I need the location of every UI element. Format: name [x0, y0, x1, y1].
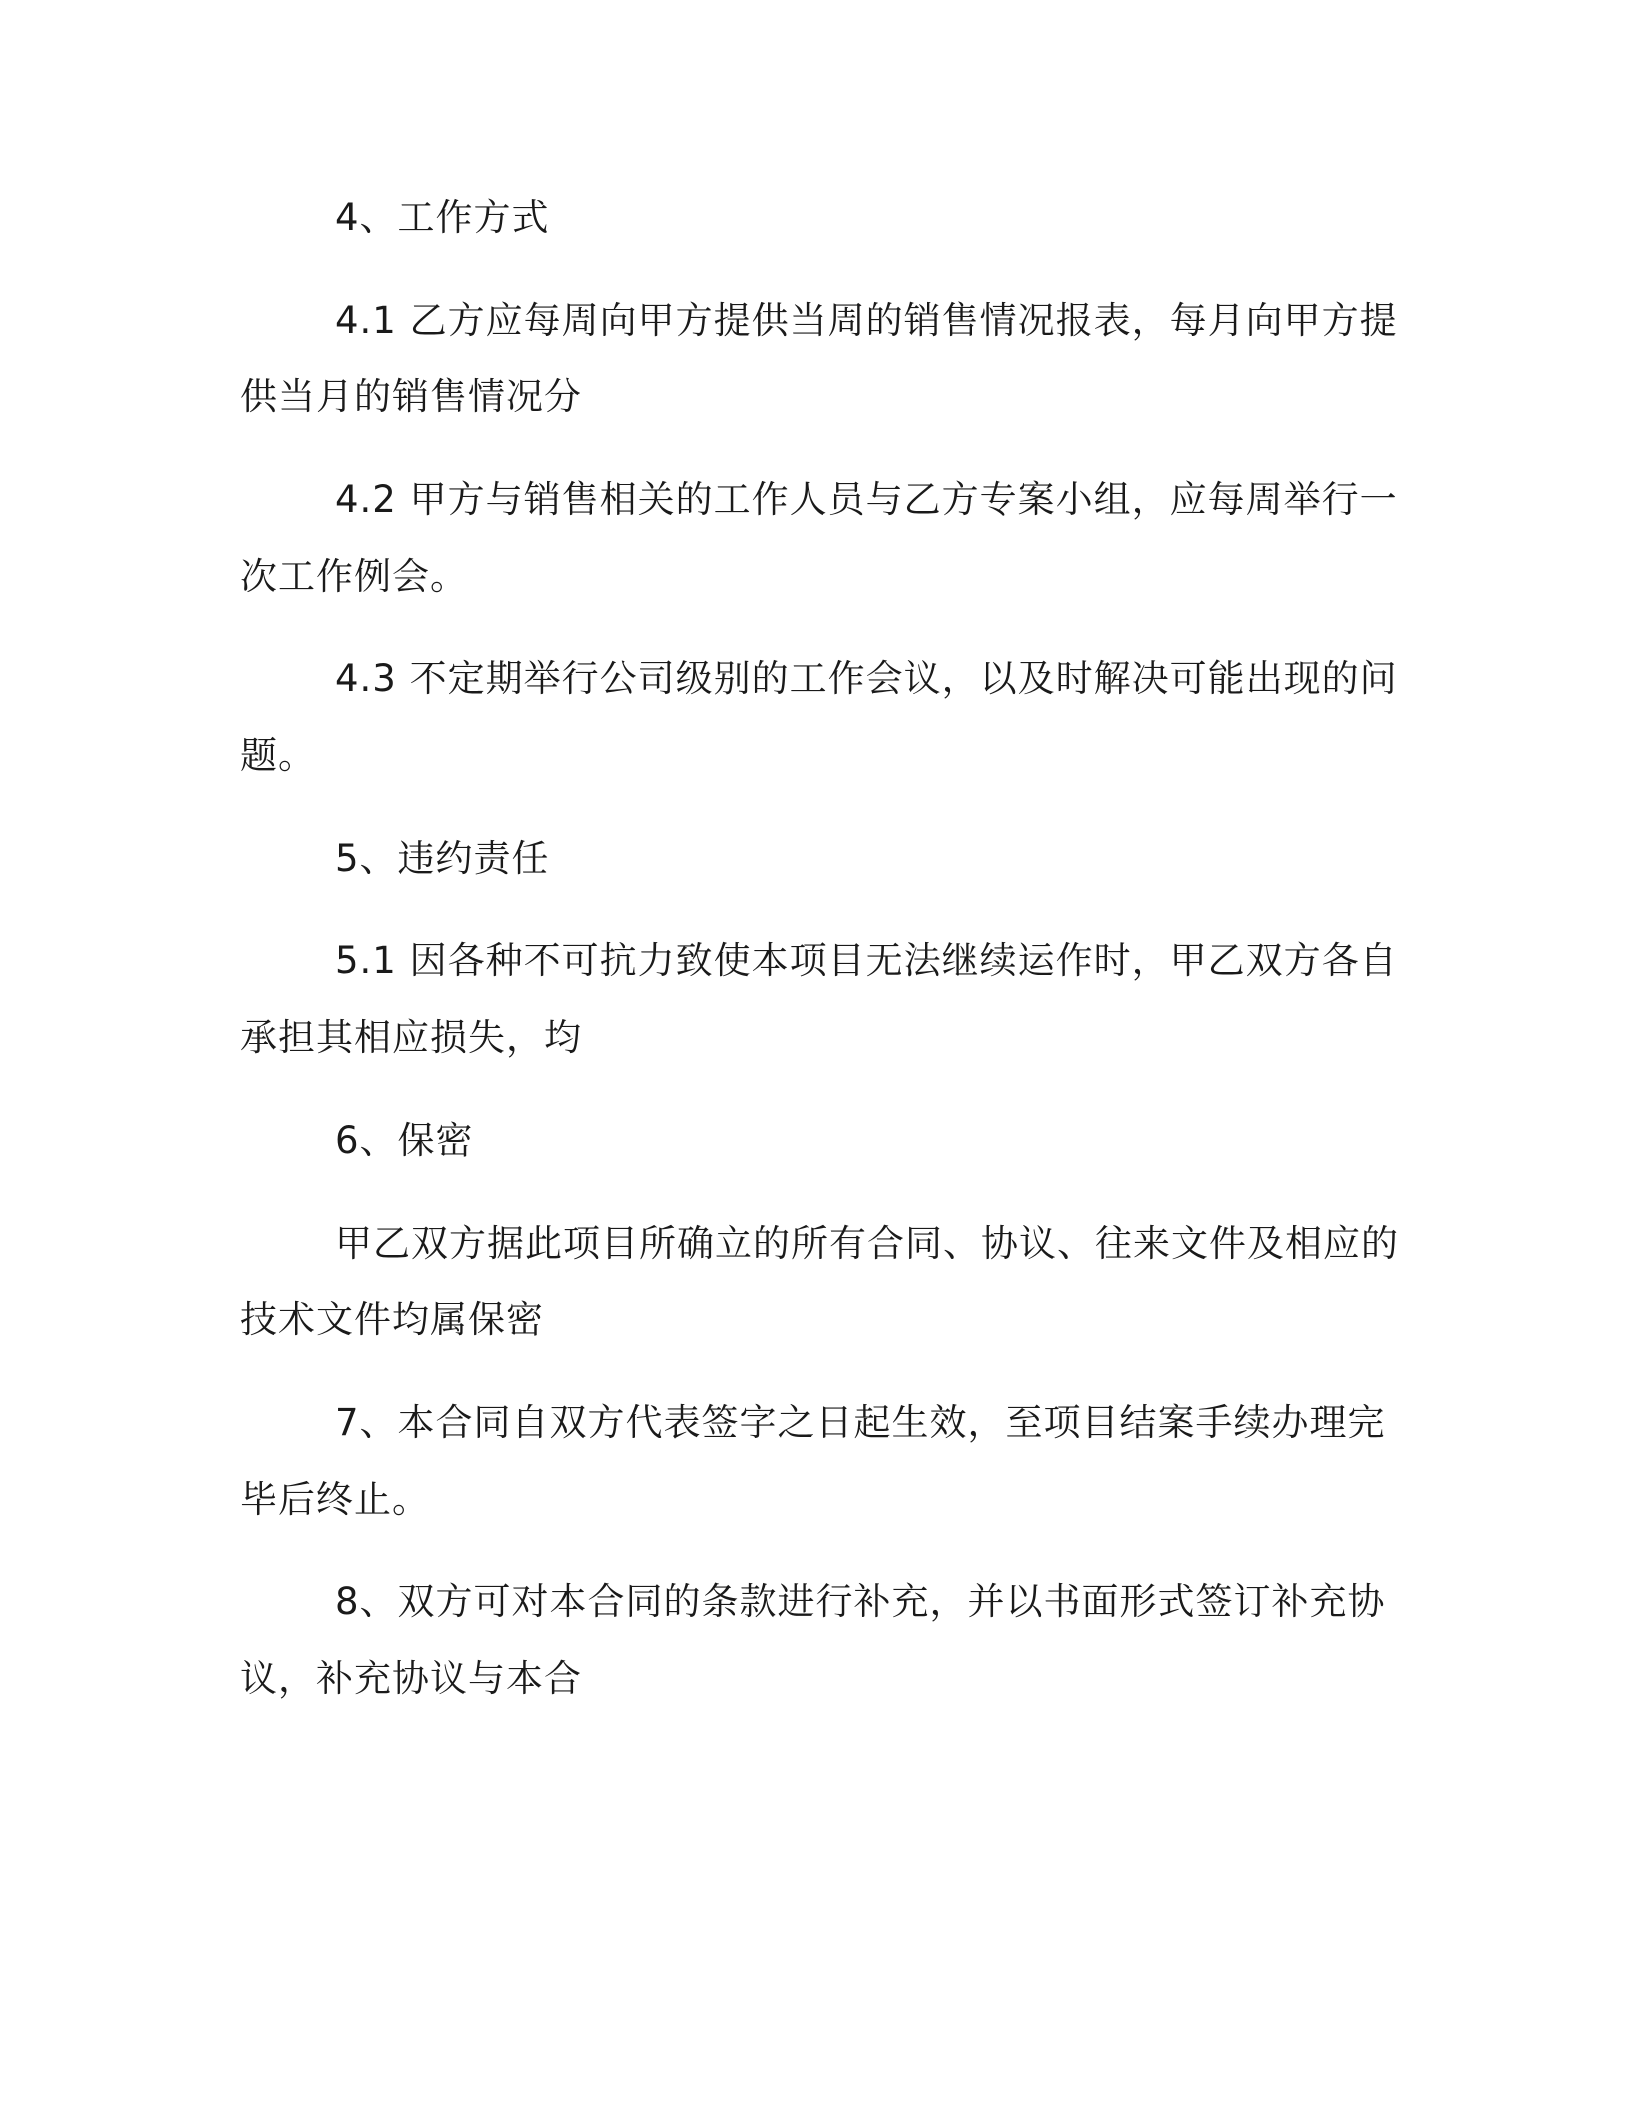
- section-8-line-1: 8、双方可对本合同的条款进行补充，并以书面形式签订补充协: [335, 1580, 1386, 1623]
- clause-4-3-line-2: 题。: [240, 734, 316, 777]
- section-6-text-line-1: 甲乙双方据此项目所确立的所有合同、协议、往来文件及相应的: [335, 1222, 1399, 1265]
- clause-4-1-line-1: 4.1 乙方应每周向甲方提供当周的销售情况报表，每月向甲方提: [335, 299, 1398, 342]
- section-5-heading: 5、违约责任: [335, 837, 550, 880]
- clause-4-2-line-1: 4.2 甲方与销售相关的工作人员与乙方专案小组，应每周举行一: [335, 478, 1398, 521]
- section-4-heading: 4、工作方式: [335, 196, 550, 239]
- clause-4-3-line-1: 4.3 不定期举行公司级别的工作会议，以及时解决可能出现的问: [335, 657, 1398, 700]
- clause-5-1-line-1: 5.1 因各种不可抗力致使本项目无法继续运作时，甲乙双方各自: [335, 939, 1398, 982]
- clause-4-2-line-2: 次工作例会。: [240, 555, 468, 598]
- clause-5-1-line-2: 承担其相应损失，均: [240, 1016, 582, 1059]
- section-6-heading: 6、保密: [335, 1119, 474, 1162]
- section-6-text-line-2: 技术文件均属保密: [240, 1298, 544, 1341]
- section-7-line-1: 7、本合同自双方代表签字之日起生效，至项目结案手续办理完: [335, 1401, 1386, 1444]
- section-7-line-2: 毕后终止。: [240, 1478, 430, 1521]
- section-8-line-2: 议，补充协议与本合: [240, 1657, 582, 1700]
- clause-4-1-line-2: 供当月的销售情况分: [240, 375, 582, 418]
